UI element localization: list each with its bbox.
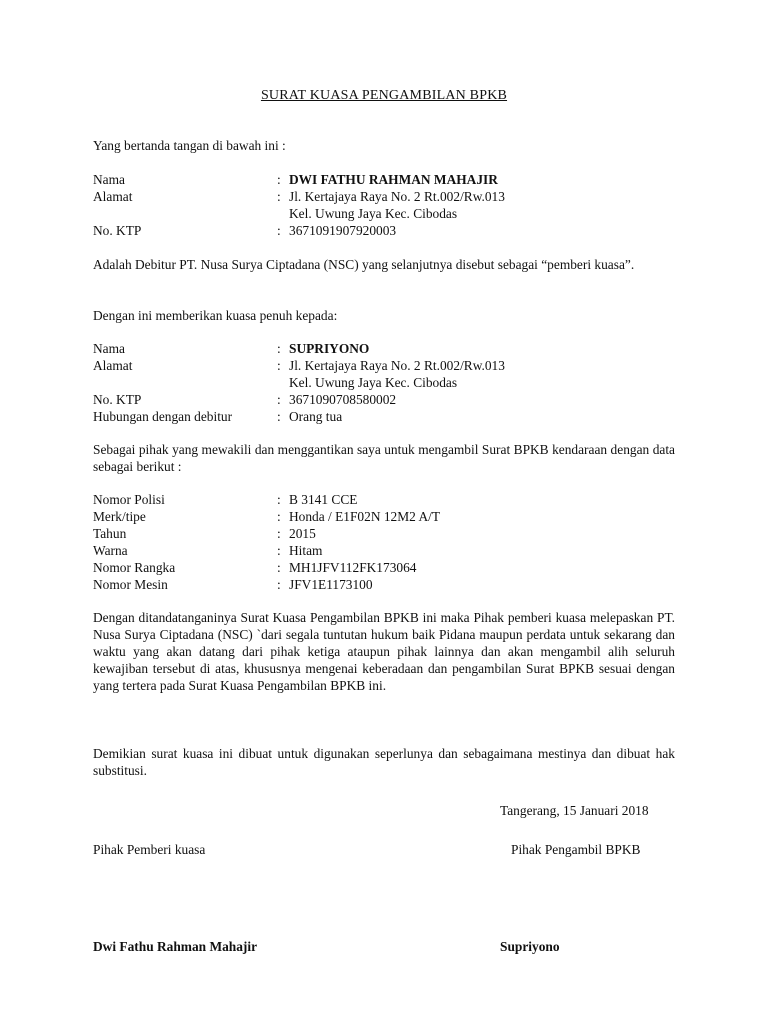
field-label: Nama bbox=[93, 172, 125, 187]
field-label: Nomor Rangka bbox=[93, 560, 176, 575]
vehicle-details bbox=[93, 491, 693, 593]
grantee-name: SUPRIYONO bbox=[289, 341, 370, 356]
field-label: Alamat bbox=[93, 189, 133, 204]
grantor-signature-name: Dwi Fathu Rahman Mahajir bbox=[93, 939, 258, 954]
vehicle-plate-row bbox=[93, 491, 693, 508]
field-label: Merk/tipe bbox=[93, 509, 146, 524]
grantor-ktp: 3671091907920003 bbox=[289, 223, 397, 238]
grantee-ktp-row bbox=[93, 391, 693, 408]
vehicle-color: Hitam bbox=[289, 543, 323, 558]
field-label: No. KTP bbox=[93, 392, 142, 407]
grantee-signature-name: Supriyono bbox=[500, 939, 560, 954]
vehicle-engine: JFV1E1173100 bbox=[289, 577, 373, 592]
grantee-relation: Orang tua bbox=[289, 409, 343, 424]
closing-statement: Demikian surat kuasa ini dibuat untuk digunakan seperlunya dan sebagaimana mestinya dan dibuat hak substitusi. bbox=[93, 746, 675, 778]
grantee-signature-label: Pihak Pengambil BPKB bbox=[511, 842, 641, 857]
grantee-details bbox=[93, 340, 693, 425]
vehicle-plate: B 3141 CCE bbox=[289, 492, 358, 507]
grantor-address-line1: Jl. Kertajaya Raya No. 2 Rt.002/Rw.013 bbox=[289, 189, 505, 204]
vehicle-year: 2015 bbox=[289, 526, 316, 541]
field-label: Tahun bbox=[93, 526, 127, 541]
vehicle-make: Honda / E1F02N 12M2 A/T bbox=[289, 509, 441, 524]
colon-separator: : bbox=[277, 223, 281, 238]
intro-text: Yang bertanda tangan di bawah ini : bbox=[93, 138, 286, 153]
colon-separator: : bbox=[277, 492, 281, 507]
field-label: Alamat bbox=[93, 358, 133, 373]
grantee-address-row bbox=[93, 357, 693, 374]
colon-separator: : bbox=[277, 358, 281, 373]
grantor-ktp-row bbox=[93, 222, 693, 239]
vehicle-chassis-row bbox=[93, 559, 693, 576]
colon-separator: : bbox=[277, 172, 281, 187]
grantor-address-line2: Kel. Uwung Jaya Kec. Cibodas bbox=[289, 206, 458, 221]
representation-statement: Sebagai pihak yang mewakili dan menggantikan saya untuk mengambil Surat BPKB kendaraan dengan data sebagai berikut : bbox=[93, 442, 675, 474]
grantee-ktp: 3671090708580002 bbox=[289, 392, 397, 407]
document-title: SURAT KUASA PENGAMBILAN BPKB bbox=[260, 88, 508, 103]
grantee-name-row bbox=[93, 340, 693, 357]
release-statement: Dengan ditandatanganinya Surat Kuasa Pengambilan BPKB ini maka Pihak pemberi kuasa melepaskan PT. Nusa Surya Ciptadana (NSC) `dari segala tuntutan hukum baik Pidana maupun perdata untuk sekarang dan waktu yang akan datang dari pihak ketiga ataupun pihak lainnya dan akan mengambil alih seluruh kewajiban tersebut di atas, khususnya mengenai keberadaan dan pengambilan Surat BPKB sesuai dengan yang tertera pada Surat Kuasa Pengambilan BPKB ini. bbox=[93, 610, 675, 693]
vehicle-engine-row bbox=[93, 576, 693, 593]
field-label bbox=[93, 374, 277, 391]
colon-separator: : bbox=[277, 341, 281, 356]
vehicle-make-row bbox=[93, 508, 693, 525]
grantor-address-row-2 bbox=[93, 205, 693, 222]
colon-separator: : bbox=[277, 577, 281, 592]
vehicle-year-row bbox=[93, 525, 693, 542]
colon-separator: : bbox=[277, 409, 281, 424]
colon-separator: : bbox=[277, 509, 281, 524]
grantee-address-line1: Jl. Kertajaya Raya No. 2 Rt.002/Rw.013 bbox=[289, 358, 505, 373]
grant-statement: Dengan ini memberikan kuasa penuh kepada: bbox=[93, 308, 338, 323]
field-label: Nama bbox=[93, 341, 125, 356]
grantee-relation-row bbox=[93, 408, 693, 425]
grantor-name: DWI FATHU RAHMAN MAHAJIR bbox=[289, 172, 498, 187]
colon-separator: : bbox=[277, 526, 281, 541]
field-label: Warna bbox=[93, 543, 128, 558]
field-label: No. KTP bbox=[93, 223, 142, 238]
colon-separator: : bbox=[277, 560, 281, 575]
colon-separator: : bbox=[277, 189, 281, 204]
vehicle-chassis: MH1JFV112FK173064 bbox=[289, 560, 417, 575]
debtor-statement: Adalah Debitur PT. Nusa Surya Ciptadana (NSC) yang selanjutnya disebut sebagai “pemberi kuasa”. bbox=[93, 257, 635, 272]
grantor-address-row bbox=[93, 188, 693, 205]
place-date: Tangerang, 15 Januari 2018 bbox=[500, 803, 649, 818]
grantor-details bbox=[93, 171, 693, 239]
grantor-signature-label: Pihak Pemberi kuasa bbox=[93, 842, 206, 857]
colon-separator: : bbox=[277, 543, 281, 558]
field-label bbox=[93, 205, 277, 222]
colon-separator: : bbox=[277, 392, 281, 407]
field-label: Nomor Mesin bbox=[93, 577, 168, 592]
field-label: Nomor Polisi bbox=[93, 492, 165, 507]
grantee-address-row-2 bbox=[93, 374, 693, 391]
field-label: Hubungan dengan debitur bbox=[93, 409, 233, 424]
vehicle-color-row bbox=[93, 542, 693, 559]
grantor-name-row bbox=[93, 171, 693, 188]
grantee-address-line2: Kel. Uwung Jaya Kec. Cibodas bbox=[289, 375, 458, 390]
